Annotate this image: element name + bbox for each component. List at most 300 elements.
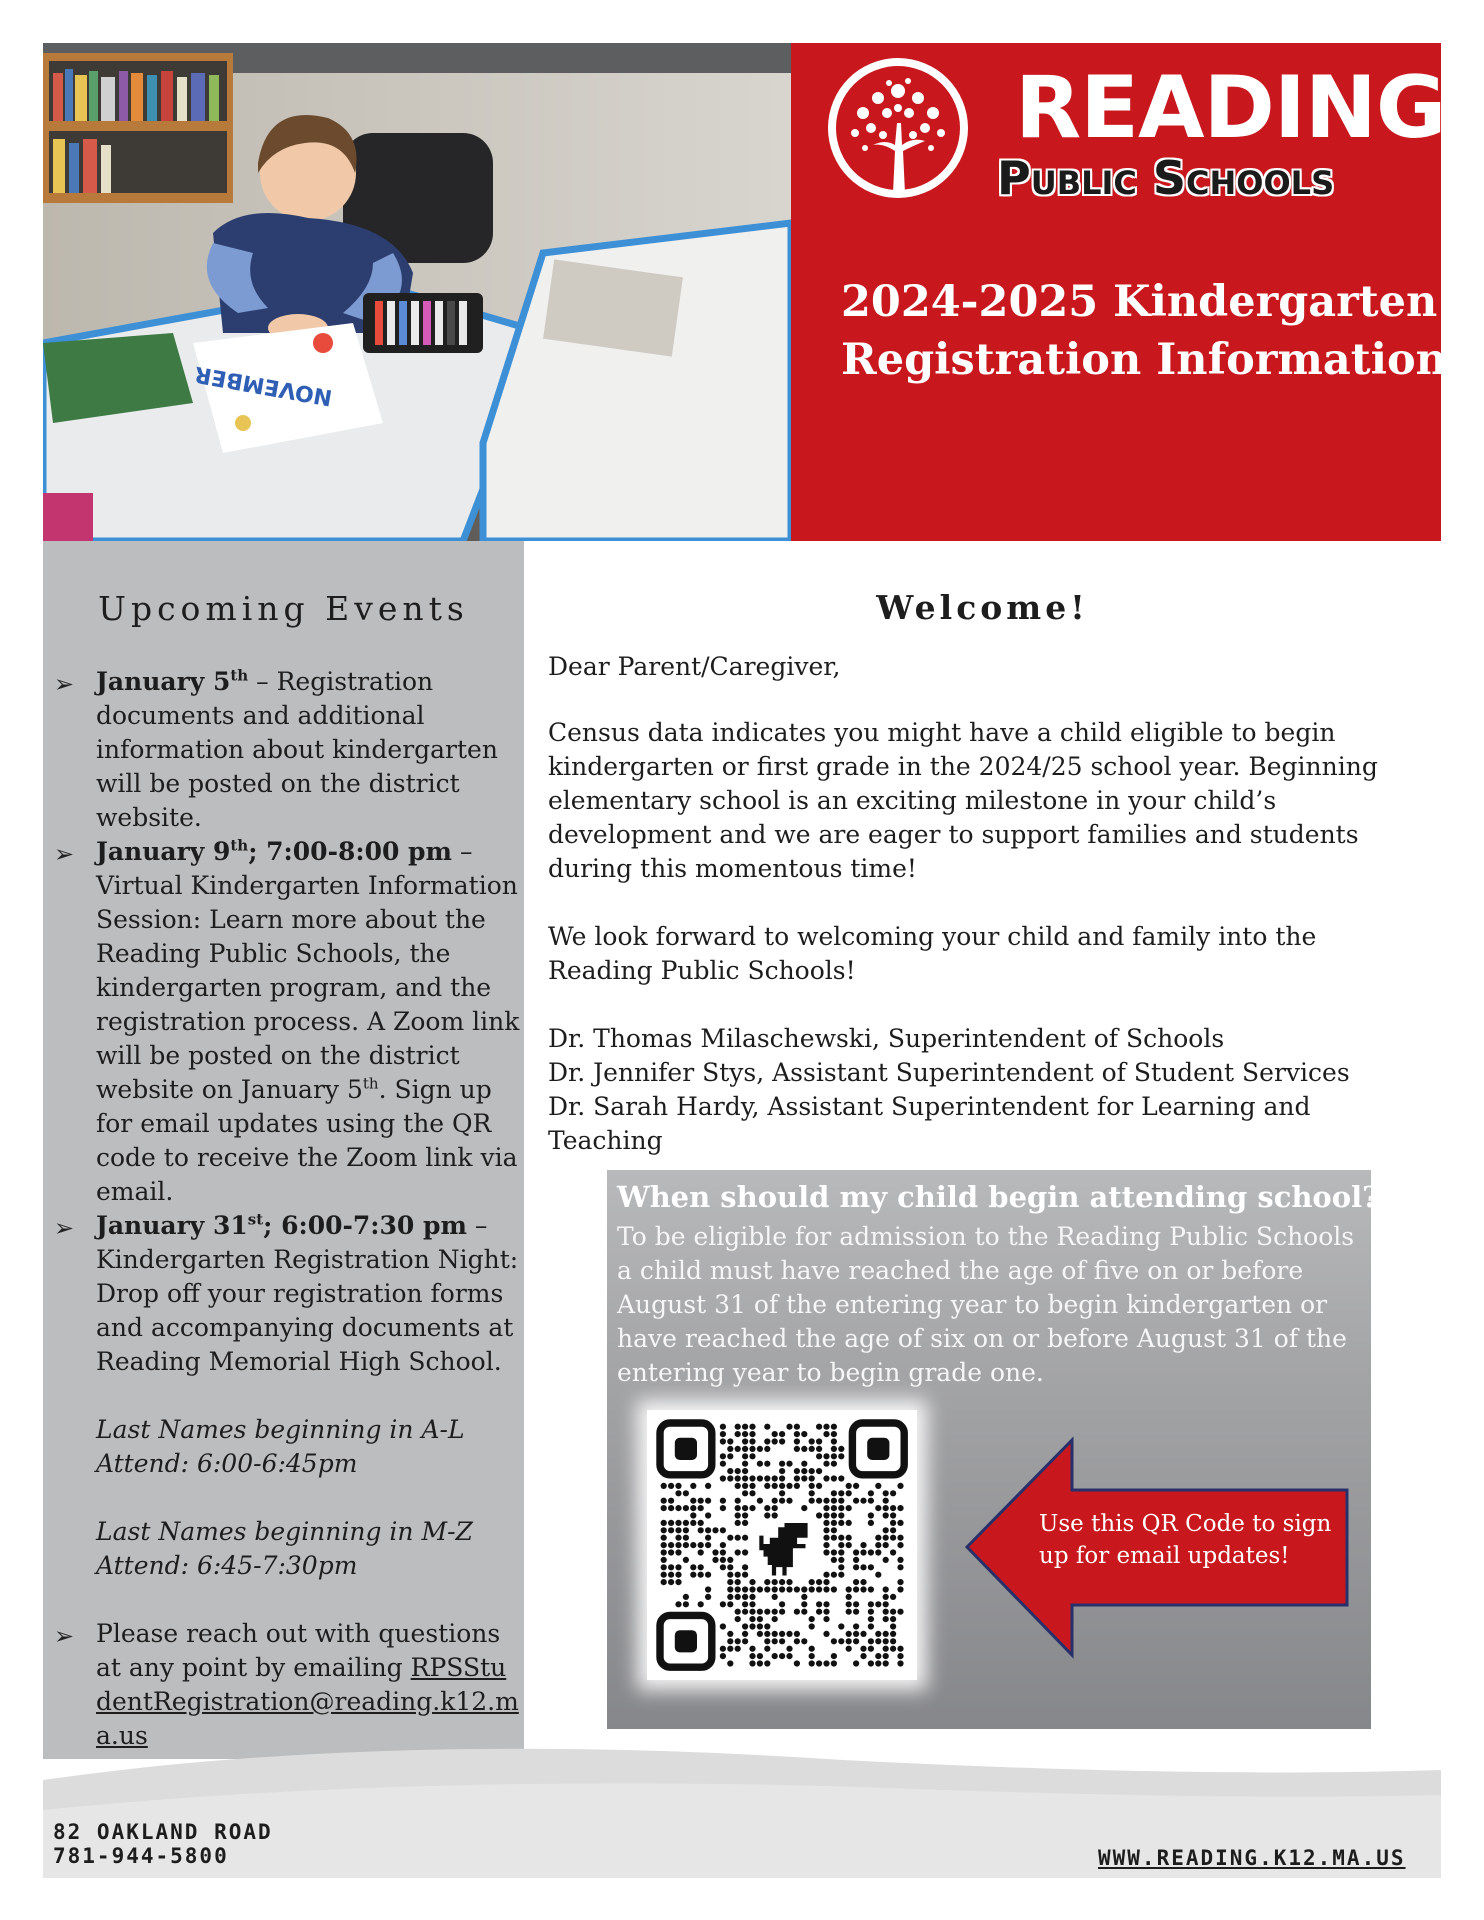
event-3-date-suffix: st — [247, 1210, 264, 1229]
qr-module — [823, 1461, 829, 1467]
qr-module — [838, 1572, 844, 1578]
qr-module — [801, 1638, 807, 1644]
qr-module — [816, 1586, 822, 1592]
qr-module — [727, 1475, 733, 1481]
qr-module — [727, 1638, 733, 1644]
qr-module — [675, 1564, 681, 1570]
qr-module — [897, 1653, 903, 1659]
qr-module — [764, 1586, 770, 1592]
qr-module — [794, 1468, 800, 1474]
qr-module — [831, 1438, 837, 1444]
qr-module — [675, 1505, 681, 1511]
qr-module — [816, 1483, 822, 1489]
qr-module — [868, 1549, 874, 1555]
qr-module — [853, 1557, 859, 1563]
qr-module — [742, 1438, 748, 1444]
qr-code-image — [647, 1410, 917, 1680]
qr-module — [690, 1483, 696, 1489]
qr-module — [823, 1453, 829, 1459]
qr-module — [779, 1438, 785, 1444]
qr-module — [838, 1453, 844, 1459]
qr-module — [786, 1653, 792, 1659]
page-title-line1: 2024-2025 Kindergarten — [841, 277, 1438, 327]
qr-module — [831, 1660, 837, 1666]
qr-module — [742, 1564, 748, 1570]
qr-module — [727, 1660, 733, 1666]
worksheet-text: NOVEMBER — [192, 360, 335, 410]
qr-module — [735, 1594, 741, 1600]
qr-module — [875, 1631, 881, 1637]
footer-phone: 781-944-5800 — [53, 1844, 229, 1868]
qr-module — [749, 1453, 755, 1459]
contact-email-link[interactable]: RPSStudentRegistration@reading.k12.ma.us — [96, 1653, 519, 1750]
qr-module — [675, 1527, 681, 1533]
qr-module — [875, 1660, 881, 1666]
qr-module — [764, 1638, 770, 1644]
qr-module — [897, 1609, 903, 1615]
qr-module — [838, 1549, 844, 1555]
event-2-text-suffix: th — [362, 1074, 379, 1093]
qr-module — [764, 1660, 770, 1666]
qr-module — [764, 1579, 770, 1585]
qr-module — [831, 1461, 837, 1467]
qr-module — [823, 1431, 829, 1437]
qr-module — [883, 1535, 889, 1541]
qr-module — [853, 1609, 859, 1615]
qr-module — [786, 1586, 792, 1592]
qr-module — [749, 1424, 755, 1430]
qr-module — [727, 1646, 733, 1652]
qr-module — [727, 1601, 733, 1607]
qr-module — [897, 1535, 903, 1541]
qr-module — [668, 1579, 674, 1585]
qr-module — [772, 1475, 778, 1481]
event-1-text: – Registration documents and additional information about kindergarten will be posted on the district website. — [96, 667, 498, 832]
qr-module — [727, 1572, 733, 1578]
qr-module — [883, 1601, 889, 1607]
qr-module — [838, 1542, 844, 1548]
qr-module — [794, 1638, 800, 1644]
qr-module — [838, 1490, 844, 1496]
qr-module — [675, 1549, 681, 1555]
qr-module — [772, 1505, 778, 1511]
qr-module — [668, 1564, 674, 1570]
qr-module — [846, 1601, 852, 1607]
qr-module — [757, 1609, 763, 1615]
qr-module — [883, 1557, 889, 1563]
qr-module — [816, 1512, 822, 1518]
qr-module — [897, 1557, 903, 1563]
qr-module — [809, 1483, 815, 1489]
qr-module — [749, 1579, 755, 1585]
qr-module — [831, 1549, 837, 1555]
qr-module — [735, 1446, 741, 1452]
qr-module — [727, 1453, 733, 1459]
qr-module — [897, 1542, 903, 1548]
qr-module — [831, 1535, 837, 1541]
qr-module — [742, 1475, 748, 1481]
qr-module — [735, 1579, 741, 1585]
group-2-time: Attend: 6:45-7:30pm — [96, 1551, 358, 1580]
qr-module — [661, 1483, 667, 1489]
qr-module — [668, 1505, 674, 1511]
footer-website-link[interactable]: WWW.READING.K12.MA.US — [1098, 1846, 1406, 1870]
qr-module — [860, 1542, 866, 1548]
qr-module — [786, 1498, 792, 1504]
qr-module — [749, 1601, 755, 1607]
arrow-bullet-icon: ➢ — [54, 840, 75, 868]
qr-code[interactable] — [647, 1410, 917, 1680]
qr-module — [831, 1638, 837, 1644]
qr-module — [794, 1424, 800, 1430]
qr-module — [735, 1475, 741, 1481]
qr-module — [749, 1616, 755, 1622]
qr-module — [786, 1483, 792, 1489]
qr-module — [705, 1483, 711, 1489]
qr-module — [742, 1601, 748, 1607]
qr-module — [838, 1557, 844, 1563]
event-2-text: – Virtual Kindergarten Information Session: Learn more about the Reading Public Schools, the kindergarten program, and the registration process. A Zoom link will be posted on the district website on January 5 — [96, 837, 520, 1104]
qr-module — [764, 1424, 770, 1430]
qr-module — [831, 1512, 837, 1518]
qr-module — [868, 1564, 874, 1570]
qr-module — [675, 1490, 681, 1496]
qr-module — [698, 1601, 704, 1607]
qr-module — [809, 1446, 815, 1452]
qr-module — [846, 1505, 852, 1511]
event-item-3 — [54, 1209, 521, 1379]
eligibility-text: To be eligible for admission to the Reading Public Schools a child must have reached the age of five on or before August 31 of the entering year to begin kindergarten or have reached the age of six on or before August 31 of the entering year to begin grade one. — [617, 1222, 1355, 1387]
eligibility-box — [607, 1170, 1380, 1729]
qr-module — [838, 1638, 844, 1644]
qr-module — [690, 1505, 696, 1511]
qr-module — [823, 1512, 829, 1518]
qr-module — [809, 1586, 815, 1592]
qr-module — [757, 1653, 763, 1659]
qr-module — [742, 1572, 748, 1578]
qr-module — [890, 1535, 896, 1541]
qr-module — [816, 1446, 822, 1452]
qr-module — [683, 1601, 689, 1607]
qr-module — [742, 1505, 748, 1511]
qr-module — [794, 1431, 800, 1437]
qr-module — [705, 1572, 711, 1578]
qr-module — [772, 1579, 778, 1585]
qr-finder-center — [867, 1438, 889, 1460]
qr-module — [698, 1572, 704, 1578]
qr-module — [764, 1609, 770, 1615]
qr-module — [698, 1498, 704, 1504]
qr-module — [742, 1631, 748, 1637]
qr-module — [764, 1623, 770, 1629]
contact-text: Please reach out with questions at any point by emailing — [96, 1619, 501, 1682]
qr-module — [720, 1623, 726, 1629]
qr-module — [794, 1446, 800, 1452]
qr-module — [742, 1623, 748, 1629]
qr-module — [846, 1646, 852, 1652]
qr-module — [772, 1438, 778, 1444]
qr-module — [838, 1498, 844, 1504]
qr-module — [757, 1623, 763, 1629]
qr-module — [823, 1520, 829, 1526]
qr-module — [860, 1564, 866, 1570]
event-2-text-end: . Sign up for email updates using the QR code to receive the Zoom link via email. — [96, 1075, 518, 1206]
qr-module — [720, 1438, 726, 1444]
qr-module — [668, 1520, 674, 1526]
group-2-names: Last Names beginning in M-Z — [96, 1517, 473, 1546]
qr-module — [772, 1512, 778, 1518]
qr-module — [883, 1505, 889, 1511]
qr-module — [831, 1490, 837, 1496]
qr-finder-center — [675, 1630, 697, 1652]
qr-module — [860, 1631, 866, 1637]
qr-module — [868, 1623, 874, 1629]
qr-module — [897, 1586, 903, 1592]
qr-module — [735, 1616, 741, 1622]
qr-module — [883, 1527, 889, 1533]
qr-module — [749, 1646, 755, 1652]
qr-module — [809, 1438, 815, 1444]
qr-module — [727, 1586, 733, 1592]
qr-module — [868, 1512, 874, 1518]
qr-module — [816, 1579, 822, 1585]
qr-module — [772, 1594, 778, 1600]
qr-module — [875, 1572, 881, 1578]
qr-module — [675, 1542, 681, 1548]
qr-module — [720, 1498, 726, 1504]
qr-module — [875, 1549, 881, 1555]
qr-module — [786, 1579, 792, 1585]
qr-module — [690, 1572, 696, 1578]
qr-module — [764, 1461, 770, 1467]
qr-module — [698, 1520, 704, 1526]
qr-module — [757, 1631, 763, 1637]
signature-1: Dr. Thomas Milaschewski, Superintendent of Schools — [548, 1024, 1225, 1053]
qr-module — [823, 1505, 829, 1511]
qr-module — [809, 1660, 815, 1666]
arrow-bullet-icon: ➢ — [54, 1214, 75, 1242]
qr-module — [794, 1609, 800, 1615]
qr-module — [831, 1424, 837, 1430]
qr-module — [720, 1542, 726, 1548]
qr-module — [823, 1601, 829, 1607]
qr-module — [831, 1505, 837, 1511]
event-3-time: ; 6:00-7:30 pm — [263, 1211, 467, 1240]
qr-module — [883, 1646, 889, 1652]
qr-module — [720, 1431, 726, 1437]
qr-module — [661, 1542, 667, 1548]
qr-module — [853, 1483, 859, 1489]
qr-module — [690, 1498, 696, 1504]
qr-module — [749, 1505, 755, 1511]
qr-module — [720, 1424, 726, 1430]
arrow-bullet-icon: ➢ — [54, 1622, 75, 1650]
greeting: Dear Parent/Caregiver, — [548, 652, 841, 681]
qr-module — [868, 1601, 874, 1607]
qr-module — [875, 1505, 881, 1511]
qr-module — [772, 1653, 778, 1659]
qr-module — [890, 1505, 896, 1511]
qr-module — [690, 1512, 696, 1518]
qr-module — [823, 1475, 829, 1481]
qr-module — [727, 1438, 733, 1444]
qr-module — [705, 1527, 711, 1533]
qr-module — [705, 1498, 711, 1504]
qr-module — [712, 1549, 718, 1555]
qr-module — [727, 1579, 733, 1585]
qr-module — [764, 1512, 770, 1518]
eligibility-question: When should my child begin attending school? — [617, 1180, 1380, 1214]
qr-module — [883, 1542, 889, 1548]
qr-module — [809, 1623, 815, 1629]
qr-module — [868, 1609, 874, 1615]
qr-module — [779, 1498, 785, 1504]
qr-module — [846, 1638, 852, 1644]
qr-module — [749, 1446, 755, 1452]
qr-module — [846, 1631, 852, 1637]
qr-module — [735, 1498, 741, 1504]
qr-module — [668, 1542, 674, 1548]
qr-module — [860, 1498, 866, 1504]
event-2-date-suffix: th — [230, 836, 249, 855]
qr-module — [846, 1609, 852, 1615]
qr-module — [735, 1646, 741, 1652]
qr-module — [809, 1498, 815, 1504]
qr-module — [661, 1527, 667, 1533]
qr-module — [727, 1446, 733, 1452]
qr-module — [853, 1586, 859, 1592]
qr-module — [816, 1453, 822, 1459]
qr-module — [831, 1431, 837, 1437]
qr-module — [742, 1483, 748, 1489]
qr-module — [735, 1483, 741, 1489]
qr-module — [749, 1475, 755, 1481]
qr-module — [890, 1638, 896, 1644]
brand-name-line1: READING — [1015, 58, 1446, 158]
qr-module — [816, 1601, 822, 1607]
qr-module — [735, 1431, 741, 1437]
qr-module — [831, 1653, 837, 1659]
qr-module — [661, 1549, 667, 1555]
qr-module — [823, 1535, 829, 1541]
qr-finder-center — [675, 1438, 697, 1460]
qr-module — [690, 1564, 696, 1570]
qr-module — [683, 1527, 689, 1533]
qr-module — [779, 1579, 785, 1585]
qr-module — [757, 1660, 763, 1666]
qr-module — [868, 1586, 874, 1592]
qr-module — [860, 1646, 866, 1652]
qr-module — [779, 1601, 785, 1607]
qr-module — [742, 1490, 748, 1496]
qr-module — [831, 1527, 837, 1533]
qr-module — [720, 1505, 726, 1511]
event-2-time: ; 7:00-8:00 pm — [248, 837, 452, 866]
qr-module — [890, 1549, 896, 1555]
qr-module — [675, 1483, 681, 1489]
qr-module — [742, 1520, 748, 1526]
qr-module — [846, 1542, 852, 1548]
tree-logo-icon — [823, 53, 973, 203]
signature-3: Dr. Sarah Hardy, Assistant Superintendent for Learning and Teaching — [548, 1092, 1311, 1155]
qr-module — [890, 1512, 896, 1518]
qr-module — [735, 1549, 741, 1555]
qr-module — [897, 1660, 903, 1666]
qr-module — [698, 1542, 704, 1548]
qr-module — [846, 1490, 852, 1496]
qr-module — [823, 1498, 829, 1504]
qr-module — [779, 1461, 785, 1467]
qr-module — [838, 1520, 844, 1526]
qr-module — [801, 1461, 807, 1467]
qr-module — [853, 1623, 859, 1629]
qr-module — [823, 1527, 829, 1533]
qr-module — [749, 1431, 755, 1437]
qr-module — [727, 1564, 733, 1570]
qr-module — [801, 1586, 807, 1592]
qr-module — [883, 1512, 889, 1518]
qr-module — [786, 1461, 792, 1467]
qr-module — [823, 1616, 829, 1622]
welcome-heading: Welcome! — [876, 588, 1089, 627]
welcome-paragraph-1: Census data indicates you might have a child eligible to begin kindergarten or first grade in the 2024/25 school year. Beginning elementary school is an exciting milestone in your child’s development and we are eager to support families and students during this momentous time! — [548, 718, 1378, 883]
qr-module — [890, 1490, 896, 1496]
contact-item — [54, 1617, 521, 1753]
qr-module — [661, 1572, 667, 1578]
qr-module — [823, 1660, 829, 1666]
header-banner — [791, 43, 1447, 541]
events-heading: Upcoming Events — [98, 589, 469, 628]
qr-module — [779, 1609, 785, 1615]
qr-module — [838, 1512, 844, 1518]
qr-module — [846, 1594, 852, 1600]
qr-module — [764, 1438, 770, 1444]
qr-module — [764, 1475, 770, 1481]
group-1-names: Last Names beginning in A-L — [96, 1415, 465, 1444]
events-panel — [43, 541, 524, 1759]
qr-module — [838, 1475, 844, 1481]
qr-module — [683, 1505, 689, 1511]
qr-module — [735, 1424, 741, 1430]
qr-module — [757, 1475, 763, 1481]
qr-module — [846, 1520, 852, 1526]
qr-module — [727, 1594, 733, 1600]
qr-module — [749, 1438, 755, 1444]
qr-module — [809, 1490, 815, 1496]
qr-module — [823, 1631, 829, 1637]
qr-module — [831, 1572, 837, 1578]
qr-module — [801, 1594, 807, 1600]
qr-module — [831, 1498, 837, 1504]
qr-module — [675, 1535, 681, 1541]
qr-module — [779, 1468, 785, 1474]
event-1-date: January 5 — [96, 667, 231, 696]
qr-module — [801, 1468, 807, 1474]
qr-module — [742, 1461, 748, 1467]
qr-module — [779, 1638, 785, 1644]
qr-module — [868, 1498, 874, 1504]
qr-module — [742, 1431, 748, 1437]
qr-module — [742, 1638, 748, 1644]
qr-module — [712, 1527, 718, 1533]
qr-module — [853, 1601, 859, 1607]
qr-module — [838, 1623, 844, 1629]
qr-module — [823, 1572, 829, 1578]
qr-module — [661, 1535, 667, 1541]
qr-module — [831, 1475, 837, 1481]
qr-module — [816, 1424, 822, 1430]
qr-module — [831, 1586, 837, 1592]
